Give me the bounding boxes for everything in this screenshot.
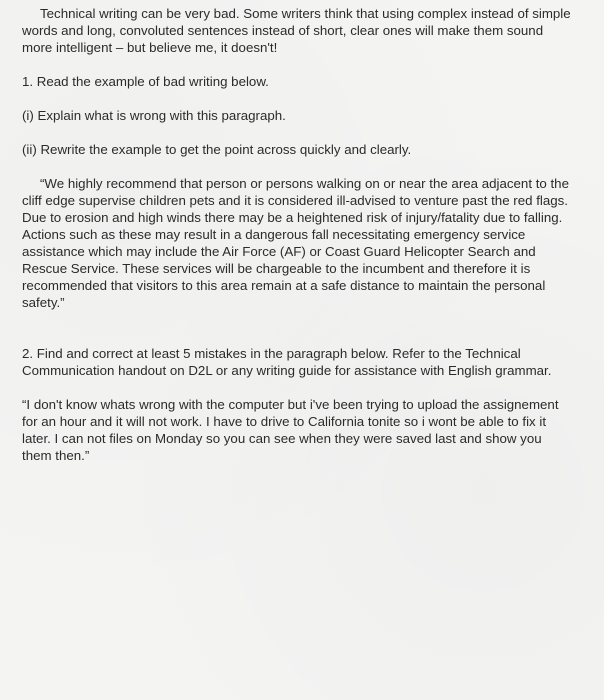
question-1-part-ii: (ii) Rewrite the example to get the point across quickly and clearly. [22,142,412,157]
question-1-part-i: (i) Explain what is wrong with this paragraph. [22,108,286,123]
question-2-prompt: 2. Find and correct at least 5 mistakes in the paragraph below. Refer to the Technical Communication handout on D2L or any writing guide for assistance with English grammar. [22,346,552,378]
question-1-prompt: 1. Read the example of bad writing below. [22,74,269,89]
intro-paragraph: Technical writing can be very bad. Some writers think that using complex instead of simple words and long, convoluted sentences instead of short, clear ones will make them sound more intelligent – but believe me, it doesn't! [22,6,571,55]
mistakes-example: “I don't know whats wrong with the computer but i've been trying to upload the assignement for an hour and it will not work. I have to drive to California tonite so i wont be able to fix it later. I can not files on Monday so you can see when they were saved last and show you them then.” [22,397,559,463]
bad-writing-example: “We highly recommend that person or persons walking on or near the area adjacent to the cliff edge supervise children pets and it is considered ill-advised to venture past the red flags. Due to erosion and high winds there may be a heightened risk of injury/fatality due to falling. Actions such as these may result in a dangerous fall necessitating emergency service assistance which may include the Air Force (AF) or Coast Guard Helicopter Search and Rescue Service. These services will be chargeable to the incumbent and therefore it is recommended that visitors to this area remain at a safe distance to maintain the personal safety.” [22,176,569,310]
